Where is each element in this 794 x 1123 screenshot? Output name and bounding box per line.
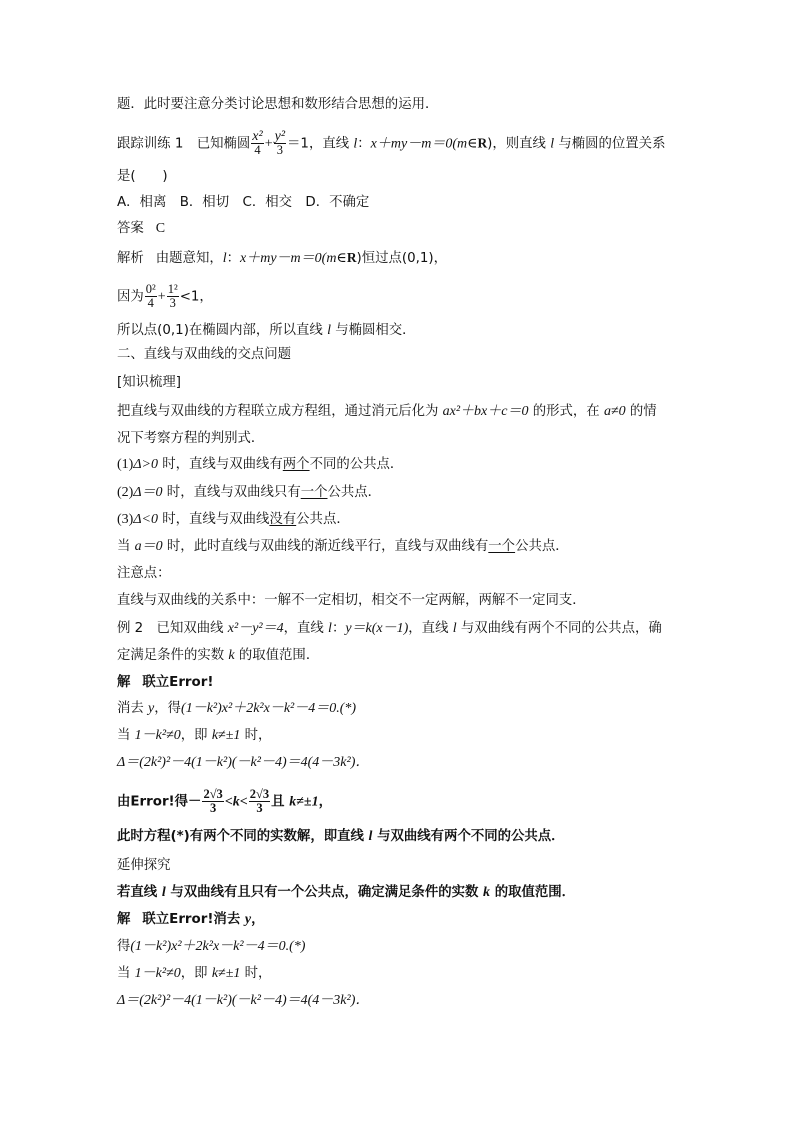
- solution-line-2: 消去 y，得(1－k²)x²＋2k²x－k²－4＝0.(*): [117, 701, 357, 716]
- fraction-2root3-over-3: $\frac{2√3}{3}$: [203, 787, 223, 815]
- section-heading: 二、直线与双曲线的交点问题: [117, 347, 292, 362]
- text-line-16: 当 a＝0 时，此时直线与双曲线的渐近线平行，直线与双曲线有一个公共点．: [117, 539, 569, 554]
- case-1: (1)Δ>0 时，直线与双曲线有两个不同的公共点．: [117, 457, 404, 472]
- text-line-1: 题．此时要注意分类讨论思想和数形结合思想的运用．: [117, 97, 439, 112]
- extension-solution-2: 得(1－k²)x²＋2k²x－k²－4＝0.(*): [117, 939, 306, 954]
- fraction-1-over-3: $\frac{\text{1²}}{3}$: [167, 282, 178, 310]
- conclusion-line: 此时方程(*)有两个不同的实数解，即直线 l 与双曲线有两个不同的公共点．: [117, 829, 565, 844]
- extension-discriminant: Δ＝(2k²)²－4(1－k²)(－k²－4)＝4(4－3k²)．: [117, 993, 370, 1008]
- extension-solution-3: 当 1－k²≠0，即 k≠±1 时，: [117, 966, 272, 981]
- fraction-2root3-over-3: $\frac{2√3}{3}$: [249, 787, 270, 815]
- text-line-20: 定满足条件的实数 k 的取值范围．: [117, 648, 320, 663]
- answer-options: A．相离 B．相切 C．相交 D．不确定: [117, 195, 370, 210]
- case-3: (3)Δ<0 时，直线与双曲线没有公共点．: [117, 512, 350, 527]
- fraction-0-over-4: $\frac{\text{0²}}{4}$: [145, 282, 156, 310]
- extension-question: 若直线 l 与双曲线有且只有一个公共点，确定满足条件的实数 k 的取值范围．: [117, 885, 576, 900]
- knowledge-heading: [知识梳理]: [117, 375, 182, 390]
- text-line-3: 是( ): [117, 169, 168, 184]
- answer-line: 答案 C: [117, 221, 166, 236]
- text-line-11: 把直线与双曲线的方程联立成方程组，通过消元后化为 ax²＋bx＋c＝0 的形式，在 a≠0 的情: [117, 404, 657, 419]
- extension-heading: 延伸探究: [117, 858, 171, 873]
- because-line: 因为 $\frac{\text{0²}}{4}$ + $\frac{\text{1²}}{3}$ <1，: [117, 282, 213, 310]
- discriminant-line: Δ＝(2k²)²－4(1－k²)(－k²－4)＝4(4－3k²)．: [117, 755, 370, 770]
- note-text: 直线与双曲线的关系中：一解不一定相切，相交不一定两解，两解不一定同支．: [117, 593, 586, 608]
- fraction-x2-over-4: $\frac{\text{x²}}{4}$: [252, 129, 263, 157]
- practice-1-question: 跟踪训练 1 已知椭圆 $\frac{\text{x²}}{4}$ + $\frac{\text{y²}}{3}$ ＝1，直线 l：x＋my－m＝0(m∈R)，则直线 l 与椭圆的位置关系: [117, 129, 666, 157]
- note-heading: 注意点：: [117, 566, 171, 581]
- solution-line-1: 解 联立Error!: [117, 675, 214, 690]
- text-line-8: 所以点(0,1)在椭圆内部，所以直线 l 与椭圆相交．: [117, 323, 416, 338]
- case-2: (2)Δ＝0 时，直线与双曲线只有一个公共点．: [117, 485, 382, 500]
- fraction-y2-over-3: $\frac{\text{y²}}{3}$: [274, 129, 286, 157]
- text-line-12: 况下考察方程的判别式．: [117, 431, 265, 446]
- example-2-question: 例 2 已知双曲线 x²－y²＝4，直线 l：y＝k(x－1)，直线 l 与双曲线有两个不同的公共点，确: [117, 621, 662, 636]
- solution-line-3: 当 1－k²≠0，即 k≠±1 时，: [117, 728, 272, 743]
- analysis-line: 解析 由题意知，l：x＋my－m＝0(m∈R)恒过点(0,1)，: [117, 250, 448, 266]
- range-line: 由Error!得－ $\frac{2√3}{3}$ <k< $\frac{2√3}{3}$ 且 k≠±1，: [117, 787, 332, 815]
- extension-solution-1: 解 联立Error!消去 y，: [117, 912, 265, 927]
